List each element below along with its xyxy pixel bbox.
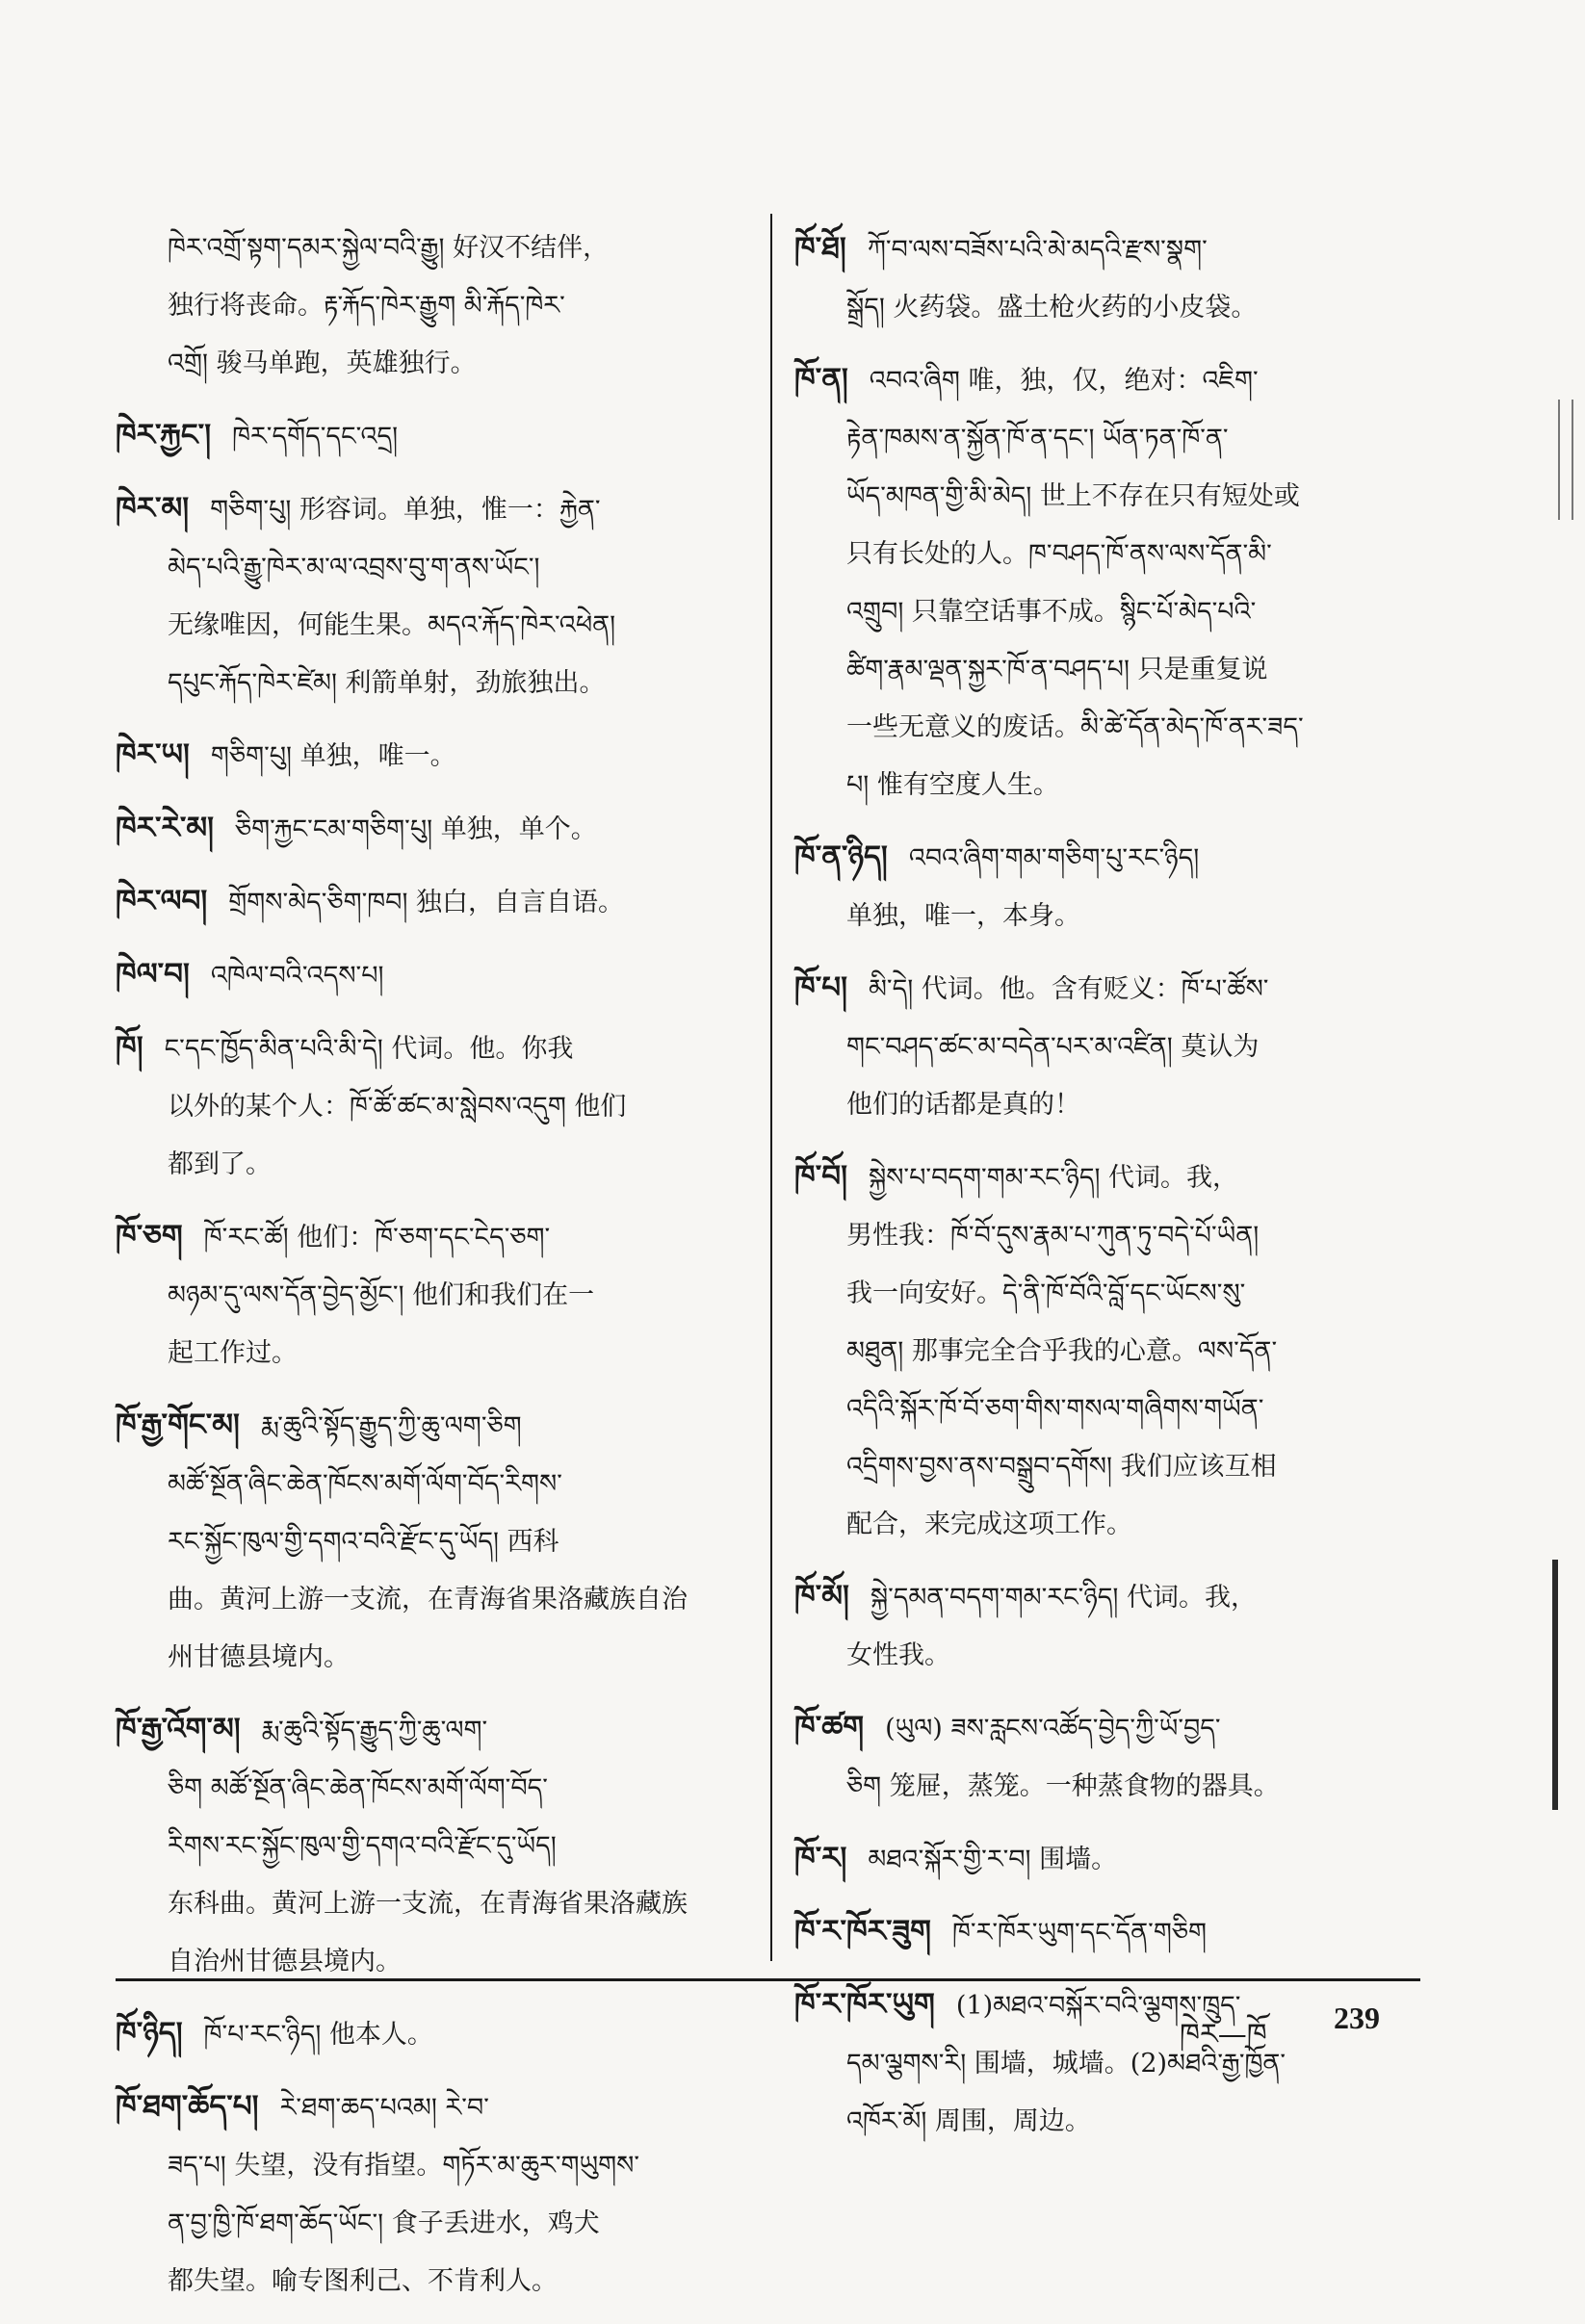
definition-text: གང་བཤད་ཚང་མ་བདེན་པར་མ་འཛིན། 莫认为 (846, 1032, 1260, 1062)
entry-line (116, 539, 732, 597)
entry-line (794, 1265, 1420, 1323)
definition-text: 男性我：ཁོ་བོ་དུས་རྣམ་པ་ཀུན་ཏུ་བདེ་པོ་ཡིན། (846, 1221, 1260, 1251)
definition-text: 他们的话都是真的！ (846, 1090, 1080, 1120)
definition-text: རིགས་རང་སྐྱོང་ཁུལ་གྱི་དགའ་བའི་རྫོང་དུ་ཡོད། (168, 1831, 557, 1861)
definition-text: ཁེར་དགོད་དང་འདྲ། (232, 422, 399, 452)
headword: ཁོ་ཐག་ཆོད་པ། (116, 2089, 259, 2124)
definition-text: 独行将丧命。རྟ་རྐོད་ཁེར་རྒྱུག མི་རྐོད་ཁེར་ (168, 291, 565, 321)
entry-line (116, 1571, 732, 1629)
definition-text: སྐྱེས་པ་བདག་གམ་རང་ཉིད། 代词。我， (868, 1163, 1239, 1193)
entry-line (794, 1076, 1420, 1134)
entry-line (794, 410, 1420, 468)
dictionary-entry (116, 1207, 732, 1382)
definition-text: འཁོར་མོ། 周围，周边。 (846, 2106, 1091, 2136)
entry-line (794, 1438, 1420, 1496)
headword: ཁོ། (116, 1030, 143, 1065)
definition-text: ཅིག 笼屉，蒸笼。一种蒸食物的器具。 (846, 1771, 1280, 1801)
entry-line (116, 1818, 732, 1875)
dictionary-entry (794, 1148, 1420, 1554)
definition-text: དཔུང་རྐོད་ཁེར་ཛེམ། 利箭单射，劲旅独出。 (168, 668, 606, 698)
entry-line (116, 726, 732, 786)
entry-line (116, 2195, 732, 2253)
entry-line (794, 1019, 1420, 1076)
entry-line (116, 1933, 732, 1991)
entry-line (794, 1758, 1420, 1816)
entry-line (794, 583, 1420, 641)
headword: ཁོ་མོ། (794, 1579, 849, 1614)
definition-text: ཁོ་ར་ཁོར་ཡུག་དང་དོན་གཅིག (951, 1918, 1208, 1948)
footer-rule (116, 1978, 1420, 1981)
headword: ཁེར་རྐྱང་། (116, 418, 212, 452)
entry-line (116, 1136, 732, 1194)
entry-line (794, 2093, 1420, 2151)
definition-text: ཁེར་འགྲོ་སྟག་དམར་སྐྱེལ་བའི་རྒྱུ། 好汉不结伴， (168, 233, 610, 263)
dictionary-entry (794, 959, 1420, 1134)
entry-line (116, 1325, 732, 1382)
entry-line (116, 597, 732, 655)
right-column (794, 219, 1420, 2164)
entry-line (116, 406, 732, 466)
definition-text: གྲོགས་མེད་ཅིག་ཁབ། 独白，自言自语。 (228, 888, 625, 917)
entry-line (116, 1875, 732, 1933)
headword: ཁོ་ཉིད། (116, 2016, 183, 2051)
entry-line (116, 277, 732, 335)
definition-text: ཁོ་རང་ཚོ། 他们：ཁོ་ཅག་དང་ངེད་ཅག་ (203, 1223, 551, 1252)
entry-line (116, 335, 732, 393)
entry-line (794, 350, 1420, 410)
entry-line (116, 1078, 732, 1136)
left-column (116, 219, 732, 2324)
definition-text: འགྲོ། 骏马单跑，英雄独行。 (168, 349, 477, 378)
running-head: ཁེར—ཁོ (1180, 2018, 1267, 2052)
definition-text: 都失望。喻专图利己、不肯利人。 (168, 2266, 558, 2296)
definition-text: ཀོ་བ་ལས་བཟོས་པའི་མེ་མདའི་རྫས་སྣག་ (867, 235, 1208, 265)
definition-text: ཡོད་མཁན་གྱི་མི་མེད། 世上不存在只有短处或 (846, 481, 1300, 511)
definition-text: འཁེལ་བའི་འདས་པ། (210, 961, 384, 991)
definition-text: 单独，唯一，本身。 (846, 901, 1080, 931)
entry-line (116, 1019, 732, 1078)
headword: ཁོ་ན་ཉིད། (794, 839, 888, 874)
entry-line (116, 1513, 732, 1571)
definition-text: 只有长处的人。ཁ་བཤད་ཁོ་ནས་ལས་དོན་མི་ (846, 539, 1272, 569)
definition-text: རྟེན་ཁམས་ན་སྐྱོན་ཁོ་ན་དང་། ཡོན་ཏན་ཁོ་ན་ (846, 424, 1229, 453)
definition-text: འདྲིགས་བྱས་ནས་བསྒྲུབ་དགོས། 我们应该互相 (846, 1452, 1277, 1482)
entry-line (794, 2035, 1420, 2093)
headword: ཁོ་ཅག (116, 1219, 183, 1253)
entry-line (116, 2004, 732, 2064)
entry-line (116, 1207, 732, 1267)
definition-text: 配合，来完成这项工作。 (846, 1510, 1132, 1539)
entry-line (116, 799, 732, 859)
entry-line (794, 1207, 1420, 1265)
entry-line (794, 1902, 1420, 1962)
headword: ཁོ་རྒྱ་གོང་མ། (116, 1407, 240, 1442)
edge-mark (1558, 400, 1573, 520)
entry-line (116, 1700, 732, 1760)
headword: ཁེར་རེ་མ། (116, 811, 214, 845)
entry-line (794, 1381, 1420, 1438)
entry-line (116, 945, 732, 1005)
definition-text: (ཡུལ) ཟས་རླངས་འཚོད་བྱེད་ཀྱི་ཡོ་བྱད་ (885, 1714, 1221, 1743)
definition-text: སྐྱེ་དམན་བདག་གམ་རང་ཉིད། 代词。我， (870, 1583, 1257, 1613)
definition-text: ཁོ་པ་རང་ཉིད། 他本人。 (203, 2020, 433, 2050)
entry-line (794, 757, 1420, 814)
entry-line (794, 468, 1420, 526)
definition-text: 一些无意义的废话。མི་ཚེ་དོན་མེད་ཁོ་ནར་ཟད་ (846, 712, 1304, 742)
entry-line (794, 828, 1420, 888)
entry-line (794, 1627, 1420, 1685)
entry-line (794, 888, 1420, 945)
headword: ཁོ་རྒྱ་འོག་མ། (116, 1712, 241, 1746)
definition-text: ཟད་པ། 失望，没有指望。གཏོར་མ་ཆུར་གཡུགས་ (168, 2151, 640, 2181)
definition-text: མཚོ་སྔོན་ཞིང་ཆེན་ཁོངས་མགོ་ལོག་བོད་རིགས་ (168, 1469, 562, 1499)
dictionary-entry (116, 1700, 732, 1991)
definition-text: ཅིག་རྐྱང་ངམ་གཅིག་པུ། 单独，单个。 (235, 814, 597, 844)
dictionary-entry (794, 1567, 1420, 1685)
entry-line (794, 1323, 1420, 1381)
definition-text: རེ་ཐག་ཆད་པའམ། རེ་བ་ (279, 2093, 489, 2123)
dictionary-entry (116, 1396, 732, 1687)
definition-text: 女性我。 (846, 1640, 950, 1670)
definition-text: 都到了。 (168, 1149, 272, 1179)
definition-text: 东科曲。黄河上游一支流，在青海省果洛藏族 (168, 1889, 688, 1919)
dictionary-entry (116, 219, 732, 393)
headword: ཁེར་མ། (116, 491, 190, 526)
entry-line (794, 219, 1420, 279)
column-separator (770, 214, 772, 1961)
definition-text: མེད་པའི་རྒྱུ་ཁེར་མ་ལ་འབྲས་བུ་ག་ནས་ཡོང་། (168, 553, 540, 582)
entry-line (794, 1698, 1420, 1758)
definition-text: འདིའི་སྐོར་ཁོ་བོ་ཅག་གིས་གསལ་གཞིགས་གཡོན་ (846, 1394, 1264, 1424)
entry-line (794, 526, 1420, 583)
entry-line (116, 479, 732, 539)
definition-text: ཚིག་རྣམ་ལྡན་སྐྱར་ཁོ་ན་བཤད་པ། 只是重复说 (846, 655, 1268, 684)
entry-line (116, 872, 732, 932)
entry-line (116, 1267, 732, 1325)
definition-text: མཐུན། 那事完全合乎我的心意。ལས་དོན་ (846, 1336, 1278, 1366)
definition-text: ན་བྱ་ཁྱི་ཁོ་ཐག་ཆོད་ཡོང་། 食子丢进水，鸡犬 (168, 2208, 600, 2238)
definition-text: ཅིག མཚོ་སྔོན་ཞིང་ཆེན་ཁོངས་མགོ་ལོག་བོད་ (168, 1773, 548, 1803)
entry-line (116, 1396, 732, 1456)
dictionary-entry (116, 2078, 732, 2311)
definition-text: རང་སྐྱོང་ཁུལ་གྱི་དགའ་བའི་རྫོང་དུ་ཡོད། 西科 (168, 1527, 559, 1557)
dictionary-entry (794, 219, 1420, 337)
definition-text: 无缘唯因，何能生果。མདའ་རྐོད་ཁེར་འཕེན། (168, 610, 616, 640)
entry-line (794, 1148, 1420, 1207)
dictionary-entry (794, 828, 1420, 945)
definition-text: 我一向安好。དེ་ནི་ཁོ་བོའི་བློ་དང་ཡོངས་སུ་ (846, 1278, 1246, 1308)
dictionary-entry (794, 1698, 1420, 1816)
entry-line (794, 959, 1420, 1019)
dictionary-entry (116, 2004, 732, 2064)
definition-text: (1)མཐའ་བསྐོར་བའི་ལྕགས་ཁྲུད་ (955, 1991, 1241, 2021)
dictionary-entry (116, 945, 732, 1005)
dictionary-entry (794, 1902, 1420, 1962)
definition-text: པ། 惟有空度人生。 (846, 770, 1059, 800)
entry-line (116, 2137, 732, 2195)
entry-line (116, 655, 732, 712)
headword: ཁོ་ཐོ། (794, 231, 846, 266)
definition-text: འབའ་ཞིག་གམ་གཅིག་པུ་རང་ཉིད། (908, 843, 1200, 873)
dictionary-entry (116, 479, 732, 712)
headword: ཁོ་ཚག (794, 1710, 865, 1744)
entry-line (794, 1567, 1420, 1627)
headword: ཁོ་པ། (794, 970, 847, 1005)
headword: ཁེར་ལབ། (116, 884, 208, 918)
definition-text: 州甘德县境内。 (168, 1642, 350, 1672)
entry-line (116, 1760, 732, 1818)
definition-text: 自治州甘德县境内。 (168, 1947, 402, 1976)
dictionary-entry (116, 872, 732, 932)
entry-line (794, 699, 1420, 757)
definition-text: དམ་ལྕགས་རི། 围墙，城墙。(2)མཐའི་རྒྱ་ཁྱོན་ (846, 2049, 1286, 2079)
entry-line (116, 2078, 732, 2137)
definition-text: 起工作过。 (168, 1338, 298, 1368)
edge-mark (1552, 1560, 1558, 1810)
definition-text: མཐའ་སྐོར་གྱི་ར་བ། 围墙。 (868, 1845, 1118, 1874)
definition-text: 以外的某个人：ཁོ་ཚོ་ཚང་མ་སླེབས་འདུག 他们 (168, 1092, 627, 1122)
definition-text: འགྲུབ། 只靠空话事不成。སྙིང་པོ་མེད་པའི་ (846, 597, 1257, 627)
headword: ཁེར་ཡ། (116, 737, 190, 772)
entry-line (794, 1829, 1420, 1889)
dictionary-entry (794, 350, 1420, 814)
dictionary-entry (116, 406, 732, 466)
entry-line (116, 2253, 732, 2311)
definition-text: འབའ་ཞིག 唯，独，仅，绝对：འཇིག་ (869, 366, 1259, 396)
definition-text: མི་དེ། 代词。他。含有贬义：ཁོ་པ་ཚོས་ (868, 974, 1269, 1004)
definition-text: གཅིག་པུ། 单独，唯一。 (210, 741, 456, 771)
dictionary-entry (794, 1975, 1420, 2151)
entry-line (116, 1456, 732, 1513)
dictionary-entry (116, 799, 732, 859)
definition-text: རྨ་ཆུའི་སྟོད་རྒྱུད་ཀྱི་ཆུ་ལག་ཅིག (260, 1411, 522, 1441)
headword: ཁོ་ན། (794, 362, 848, 397)
definition-text: ང་དང་ཁྱོད་མིན་པའི་མི་དེ། 代词。他。你我 (164, 1034, 574, 1064)
entry-line (116, 1629, 732, 1687)
entry-line (794, 1496, 1420, 1554)
entry-line (794, 279, 1420, 337)
headword: ཁོ་ར་ཁོར་ཡུག (794, 1987, 935, 2022)
headword: ཁོ་བོ། (794, 1159, 847, 1194)
entry-line (794, 1975, 1420, 2035)
definition-text: རྨ་ཆུའི་སྟོད་རྒྱུད་ཀྱི་ཆུ་ལག་ (261, 1716, 488, 1745)
page-number: 239 (1334, 2001, 1380, 2035)
definition-text: མཉམ་དུ་ལས་དོན་བྱེད་མྱོང་། 他们和我们在一 (168, 1280, 595, 1310)
definition-text: གཅིག་པུ། 形容词。单独，惟一：རྐྱེན་ (210, 495, 601, 525)
dictionary-entry (116, 726, 732, 786)
dictionary-entry (794, 1829, 1420, 1889)
headword: ཁོ་ར། (794, 1841, 847, 1875)
definition-text: 曲。黄河上游一支流，在青海省果洛藏族自治 (168, 1585, 688, 1614)
headword: ཁོ་ར་ཁོར་ཟུག (794, 1914, 931, 1949)
dictionary-entry (116, 1019, 732, 1194)
entry-line (116, 219, 732, 277)
entry-line (794, 641, 1420, 699)
definition-text: སྒྲོད། 火药袋。盛土枪火药的小皮袋。 (846, 293, 1258, 323)
headword: ཁེལ་བ། (116, 957, 190, 992)
